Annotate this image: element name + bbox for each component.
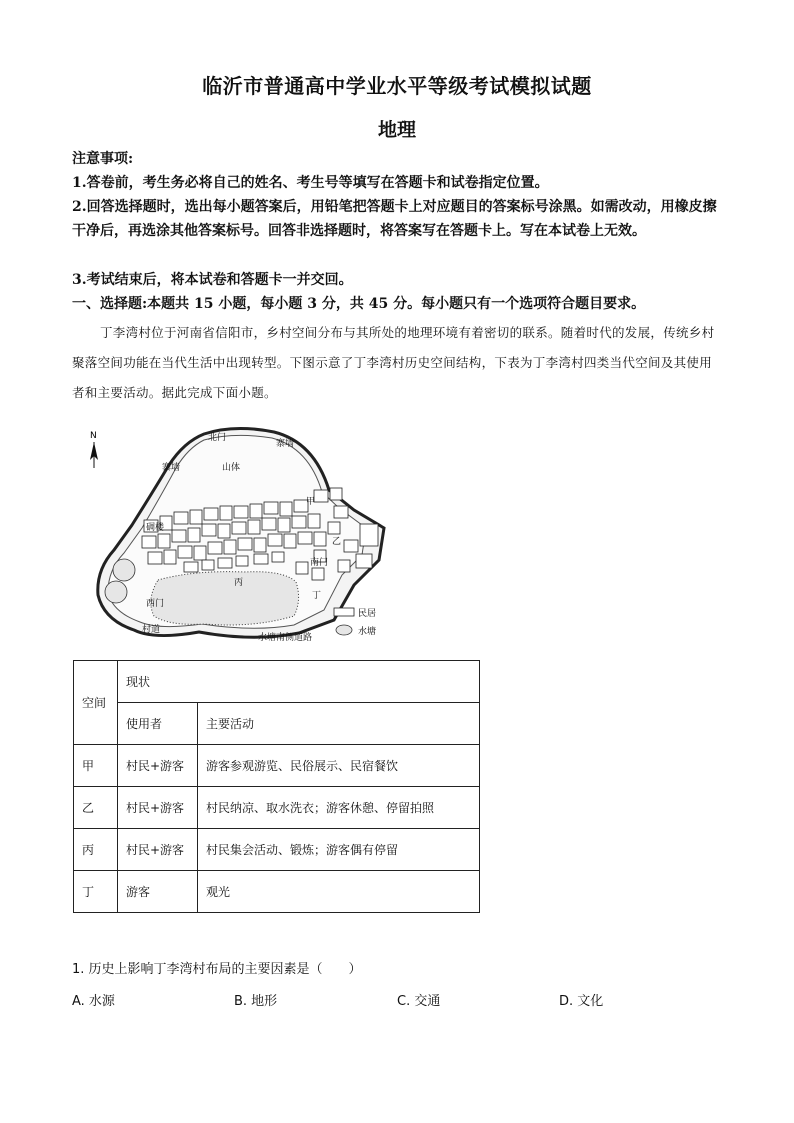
legend-house-label: 民居 xyxy=(358,609,377,619)
map-label-mountain: 山体 xyxy=(222,463,241,473)
pond-area xyxy=(151,572,299,625)
table-cell-space: 丙 xyxy=(74,829,118,871)
option-c[interactable]: C. 交通 xyxy=(397,994,441,1009)
legend-pond-label: 水塘 xyxy=(358,627,377,637)
map-label-south-gate: 南门 xyxy=(310,558,329,568)
table-row xyxy=(74,829,480,871)
legend-pond-icon xyxy=(336,625,352,635)
map-label-west-gate: 西门 xyxy=(146,599,165,609)
table-header-user: 使用者 xyxy=(118,703,198,745)
table-row xyxy=(74,787,480,829)
exam-title: 临沂市普通高中学业水平等级考试模拟试题 xyxy=(202,74,592,98)
table-cell-activity: 观光 xyxy=(198,871,480,913)
space-usage-table xyxy=(73,660,480,913)
table-header-status: 现状 xyxy=(118,661,480,703)
note-item-3: 3.考试结束后，将本试卷和答题卡一并交回。 xyxy=(72,272,353,288)
option-d[interactable]: D. 文化 xyxy=(559,994,604,1009)
table-header-activity: 主要活动 xyxy=(198,703,480,745)
question-1-text: 1. 历史上影响丁李湾村布局的主要因素是（ ） xyxy=(72,962,362,977)
table-header-space: 空间 xyxy=(74,661,118,745)
table-row xyxy=(74,871,480,913)
table-cell-activity: 村民集会活动、锻炼；游客偶有停留 xyxy=(198,829,480,871)
legend-house-icon xyxy=(334,608,354,616)
table-cell-user: 村民+游客 xyxy=(118,745,198,787)
map-label-tower: 碉楼 xyxy=(146,523,165,533)
north-label: N xyxy=(90,431,97,441)
village-map xyxy=(84,420,404,650)
table-cell-activity: 村民纳凉、取水洗衣；游客休憩、停留拍照 xyxy=(198,787,480,829)
map-label-wall-ne: 寨墙 xyxy=(276,439,295,449)
map-label-ding: 丁 xyxy=(312,591,322,601)
table-cell-activity: 游客参观游览、民俗展示、民宿餐饮 xyxy=(198,745,480,787)
note-item-2: 2.回答选择题时，选出每小题答案后，用铅笔把答题卡上对应题目的答案标号涂黑。如需改动，用橡皮擦干净后，再选涂其他答案标号。回答非选择题时，将答案写在答题卡上。写在本试卷上无效。 xyxy=(72,199,717,239)
map-label-wall-nw: 寨墙 xyxy=(162,463,181,473)
option-b[interactable]: B. 地形 xyxy=(234,994,278,1009)
map-label-jia: 甲 xyxy=(306,497,316,507)
map-label-yi: 乙 xyxy=(332,537,342,547)
table-row xyxy=(74,745,480,787)
table-cell-user: 游客 xyxy=(118,871,198,913)
map-label-bing: 丙 xyxy=(234,578,244,588)
passage-text: 丁李湾村位于河南省信阳市，乡村空间分布与其所处的地理环境有着密切的联系。随着时代的发展，传统乡村聚落空间功能在当代生活中出现转型。下图示意了丁李湾村历史空间结构，下表为丁李湾村四类当代空间及其使用者和主要活动。据此完成下面小题。 xyxy=(72,325,715,400)
notes-heading: 注意事项: xyxy=(72,151,134,167)
map-legend xyxy=(334,608,376,637)
table-cell-space: 丁 xyxy=(74,871,118,913)
note-item-1: 1.答卷前，考生务必将自己的姓名、考生号等填写在答题卡和试卷指定位置。 xyxy=(72,175,549,191)
table-cell-space: 甲 xyxy=(74,745,118,787)
section-heading: 一、选择题:本题共 15 小题，每小题 3 分，共 45 分。每小题只有一个选项符合题目要求。 xyxy=(72,296,646,312)
subject-title: 地理 xyxy=(377,119,416,141)
table-cell-user: 村民+游客 xyxy=(118,829,198,871)
table-cell-space: 乙 xyxy=(74,787,118,829)
map-label-village-road: 村道 xyxy=(142,625,161,635)
map-label-north-gate: 北门 xyxy=(208,433,227,443)
map-label-pond-road: 水塘南侧道路 xyxy=(258,633,313,643)
option-a[interactable]: A. 水源 xyxy=(72,994,115,1009)
north-arrow-icon xyxy=(90,442,98,468)
table-cell-user: 村民+游客 xyxy=(118,787,198,829)
